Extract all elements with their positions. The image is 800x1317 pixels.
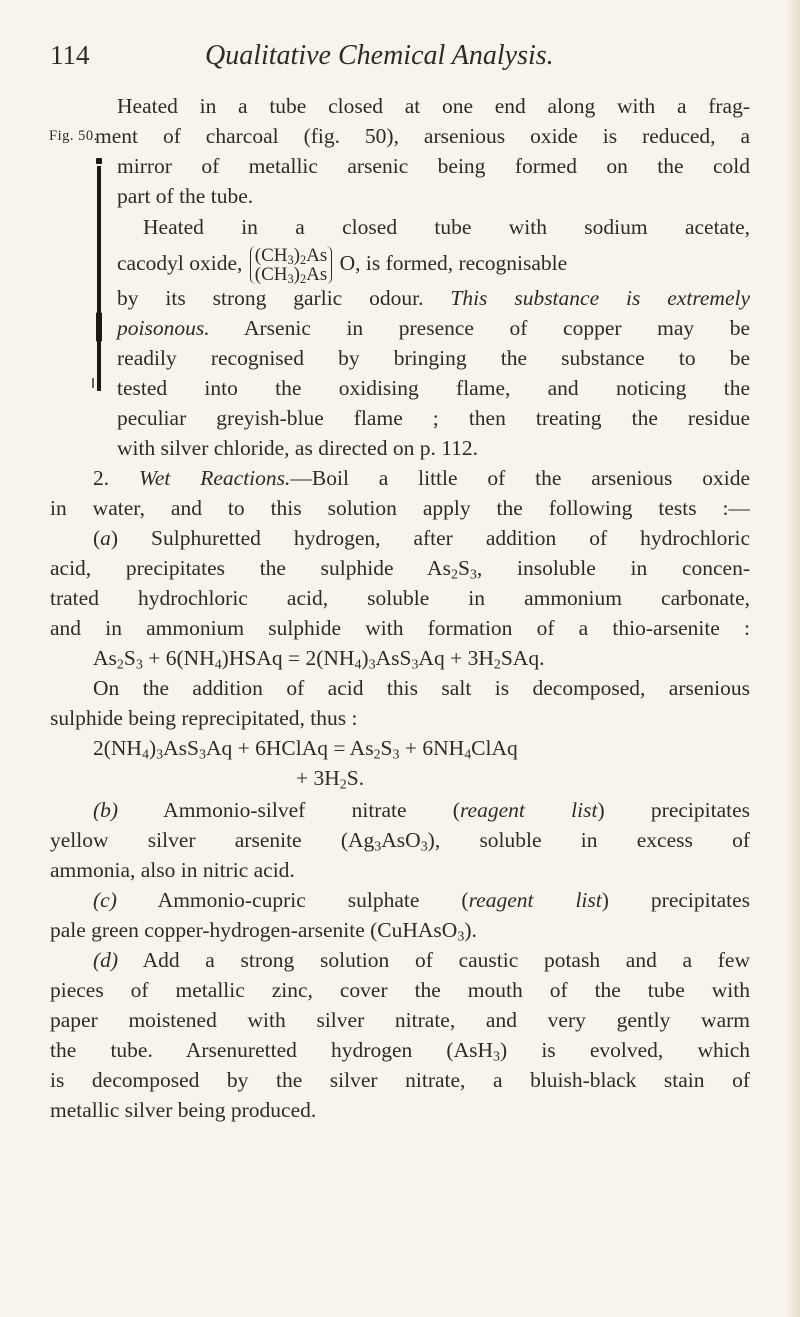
item-letter: (c) — [93, 888, 117, 912]
text-line: On the addition of acid this salt is decomposed, arsenious — [93, 676, 750, 700]
page-header — [50, 40, 750, 80]
cacodyl-oxide-formula — [250, 245, 333, 287]
text-line: Heated in a tube closed at one end along with a frag- — [117, 94, 750, 118]
text-span: ( — [93, 526, 101, 550]
figure-tube-body — [97, 166, 101, 391]
text-span: by its strong garlic odour. — [117, 286, 424, 310]
section-number: 2. — [93, 466, 110, 490]
text-line: mirror of metallic arsenic being formed on the cold — [117, 154, 750, 178]
warning-text: poisonous. — [117, 316, 210, 340]
equation-line: + $3H_2S$. — [296, 766, 365, 793]
text-span: Add a strong solution of caustic potash and a few — [118, 948, 750, 972]
text-line — [93, 945, 750, 975]
text-line: tested into the oxidising flame, and noticing the — [117, 376, 750, 400]
text-span: Ammonio-cupric sulphate ( — [116, 888, 469, 912]
text-span: Ammonio-silvef nitrate ( — [118, 798, 460, 822]
text-line: pale green copper-hydrogen-arsenite (CuHAsO$_3$). — [50, 918, 477, 945]
equation-line: $2(NH_4)_3AsS_3Aq$ + 6HClAq = $As_2S_3$ + $6NH_4ClAq$ — [93, 736, 518, 763]
warning-text: This substance is extremely — [450, 286, 751, 310]
text-line: trated hydrochloric acid, soluble in ammonium carbonate, — [50, 586, 750, 610]
text-span: Arsenic in presence of copper may be — [244, 316, 750, 340]
text-line — [117, 283, 750, 313]
text-line — [93, 523, 750, 553]
text-line: with silver chloride, as directed on p. 112. — [117, 436, 479, 460]
formula-bottom: $(CH_3)_2As$ — [254, 264, 328, 287]
text-line: acid, precipitates the sulphide $As_2S_3$, insoluble in concen- — [50, 556, 750, 583]
text-line-formula — [117, 245, 750, 287]
text-line: in water, and to this solution apply the following tests :— — [50, 496, 750, 520]
text-line: readily recognised by bringing the substance to be — [117, 346, 750, 370]
figure-label: Fig. 50. — [49, 128, 98, 144]
section-title: Wet Reactions. — [138, 466, 291, 490]
formula-prefix: cacodyl oxide, — [117, 250, 243, 275]
text-line: Heated in a closed tube with sodium acetate, — [143, 215, 750, 239]
formula-top: $(CH_3)_2As$ — [254, 245, 328, 268]
text-line: peculiar greyish-blue flame ; then treating the residue — [117, 406, 750, 430]
equation-line: $As_2S_3$ + $6(NH_4)HSAq = 2(NH_4)_3AsS_3Aq + 3H_2SAq$. — [93, 646, 545, 673]
text-line — [93, 885, 750, 915]
page-edge-shadow — [786, 0, 800, 1317]
text-line: part of the tube. — [117, 184, 254, 208]
text-line: metallic silver being produced. — [50, 1098, 317, 1122]
item-letter: a — [100, 526, 111, 550]
text-span: ) precipitates — [601, 888, 750, 912]
figure-tube-charcoal — [96, 312, 103, 342]
text-line — [117, 313, 750, 343]
page-number: 114 — [50, 40, 90, 70]
text-line: ammonia, also in nitric acid. — [50, 858, 295, 882]
figure-tube-mouth — [96, 158, 102, 164]
figure-tube-bottom — [92, 378, 94, 388]
text-line: sulphide being reprecipitated, thus : — [50, 706, 358, 730]
text-span: ) precipitates — [597, 798, 750, 822]
text-line: the tube. Arsenuretted hydrogen (AsH$_3$) is evolved, which — [50, 1038, 750, 1065]
formula-suffix: O, is formed, recognisable — [339, 250, 568, 275]
text-line: yellow silver arsenite $(Ag_3AsO_3)$, soluble in excess of — [50, 828, 750, 855]
running-title: Qualitative Chemical Analysis. — [205, 40, 554, 71]
text-line: is decomposed by the silver nitrate, a bluish-black stain of — [50, 1068, 750, 1092]
text-span: ) Sulphuretted hydrogen, after addition of hydrochloric — [110, 526, 750, 550]
text-line: and in ammonium sulphide with formation of a thio-arsenite : — [50, 616, 750, 640]
text-line: ment of charcoal (fig. 50), arsenious oxide is reduced, a — [95, 124, 750, 148]
item-letter: (b) — [93, 798, 119, 822]
text-span: —Boil a little of the arsenious oxide — [290, 466, 750, 490]
section-heading-line — [93, 463, 750, 493]
text-line — [93, 795, 750, 825]
text-line: paper moistened with silver nitrate, and very gently warm — [50, 1008, 750, 1032]
reagent-list-ref: reagent list — [459, 798, 598, 822]
item-letter: (d) — [93, 948, 119, 972]
text-line: pieces of metallic zinc, cover the mouth of the tube with — [50, 978, 750, 1002]
reagent-list-ref: reagent list — [468, 888, 602, 912]
